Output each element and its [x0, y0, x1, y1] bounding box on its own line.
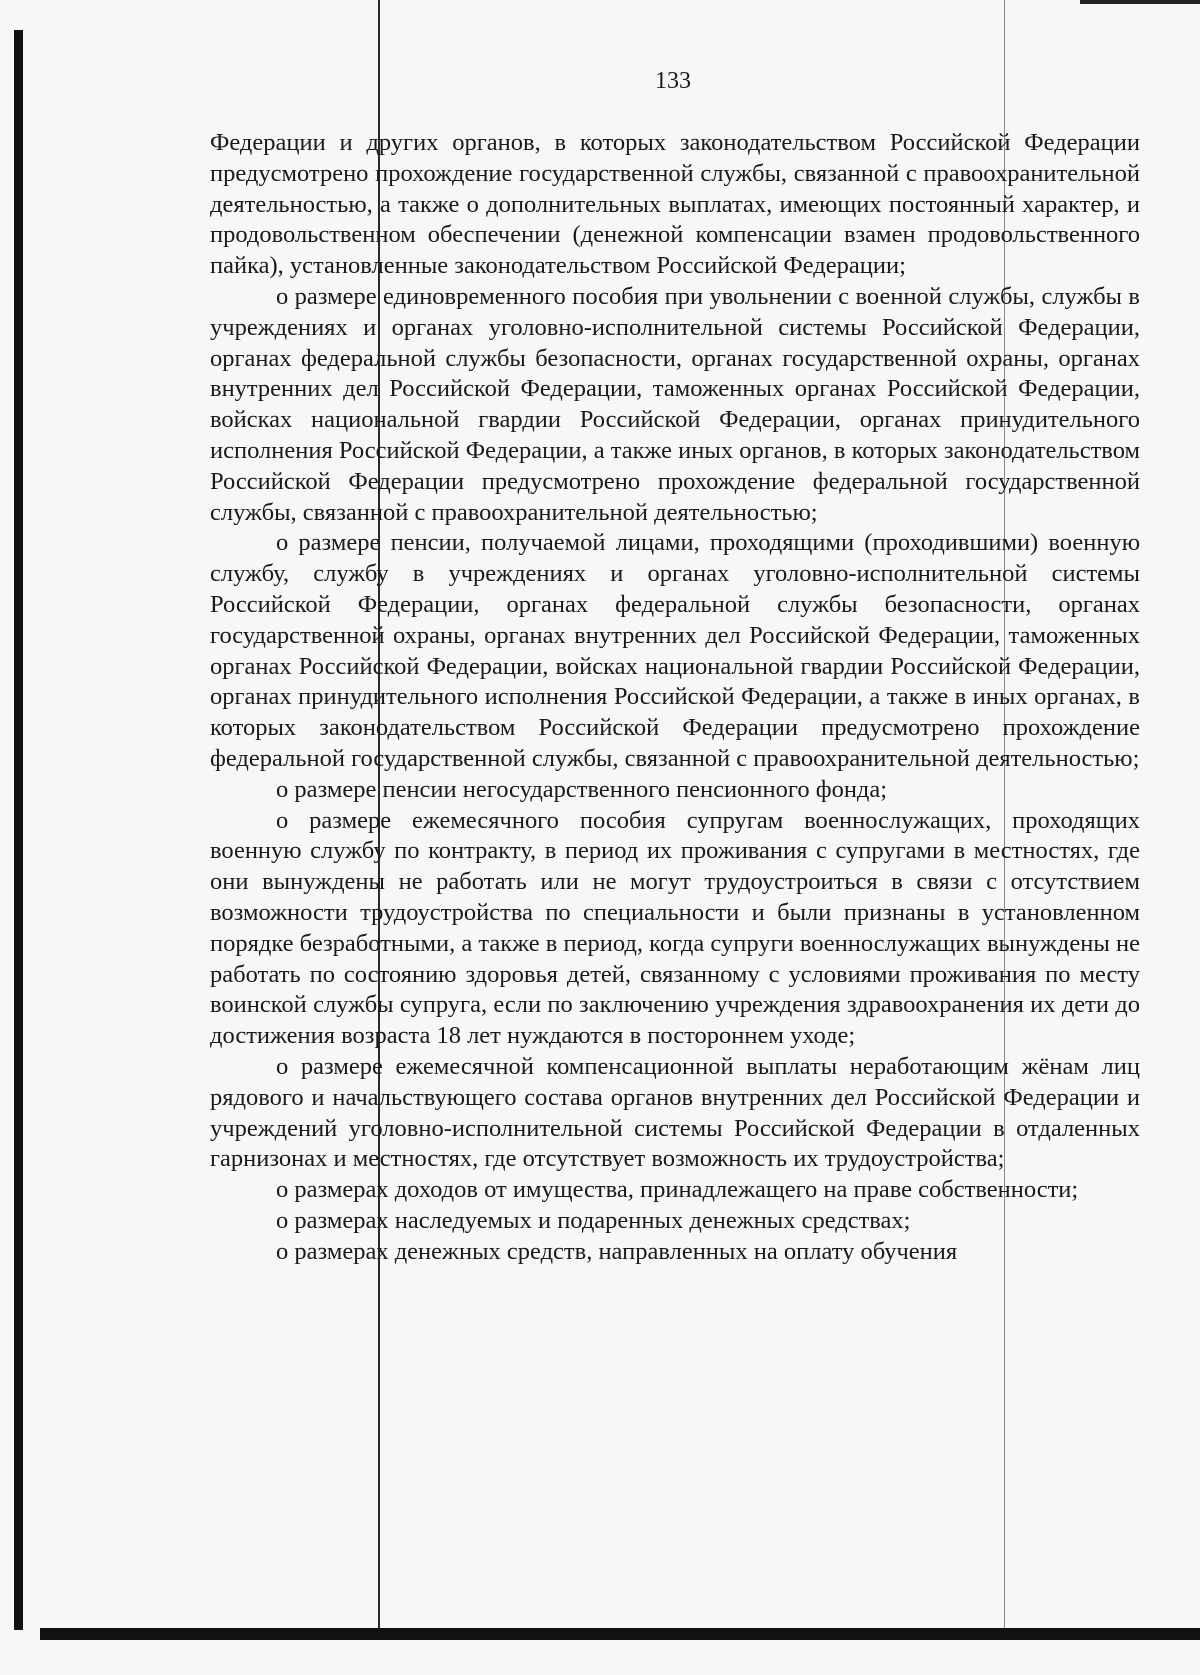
paragraph: о размерах доходов от имущества, принадлежащего на праве собственности; — [276, 1176, 1079, 1204]
scan-border-left — [14, 30, 23, 1630]
paragraph: о размере ежемесячной компенсационной выплаты неработающим жёнам лиц рядового и начальствующего состава органов внутренних дел Российской Федерации и учреждений уголовно-исполнительной системы Российской Федерации в отдаленных гарнизонах и местностях, где отсутствует возможность их трудоустройства; — [210, 1052, 1140, 1173]
scan-border-top — [1080, 0, 1200, 4]
page-number: 133 — [655, 68, 691, 94]
paragraph: Федерации и других органов, в которых законодательством Российской Федерации предусмотрено прохождение государственной службы, связанной с правоохранительной деятельностью, а также о дополнительных выплатах, имеющих постоянный характер, и продовольственном обеспечении (денежной компенсации взамен продовольственного пайка), установленные законодательством Российской Федерации; — [210, 129, 1140, 280]
paragraph: о размере ежемесячного пособия супругам военнослужащих, проходящих военную службу по контракту, в период их проживания с супругами в местностях, где они вынуждены не работать или не могут трудоустроиться в связи с отсутствием возможности трудоустройства по специальности и были признаны в установленном порядке безработными, а также в период, когда супруги военнослужащих вынуждены не работать по состоянию здоровья детей, связанному с условиями проживания по месту воинской службы супруга, если по заключению учреждения здравоохранения их дети до достижения возраста 18 лет нуждаются в постороннем уходе; — [210, 806, 1140, 1050]
document-body — [210, 128, 1140, 1267]
paragraph: о размерах наследуемых и подаренных денежных средствах; — [276, 1206, 911, 1234]
scan-border-bottom — [40, 1628, 1200, 1640]
paragraph: о размере пенсии, получаемой лицами, проходящими (проходившими) военную службу, службу в учреждениях и органах уголовно-исполнительной системы Российской Федерации, органах федеральной службы безопасности, органах государственной охраны, органах внутренних дел Российской Федерации, таможенных органах Российской Федерации, войсках национальной гвардии Российской Федерации, органах принудительного исполнения Российской Федерации, а также в иных органах, в которых законодательством Российской Федерации предусмотрено прохождение федеральной государственной службы, связанной с правоохранительной деятельностью; — [210, 529, 1140, 772]
paragraph: о размере пенсии негосударственного пенсионного фонда; — [276, 775, 888, 803]
paragraph: о размерах денежных средств, направленных на оплату обучения — [276, 1237, 958, 1265]
paragraph: о размере единовременного пособия при увольнении с военной службы, службы в учреждениях и органах уголовно-исполнительной системы Российской Федерации, органах федеральной службы безопасности, органах государственной охраны, органах внутренних дел Российской Федерации, таможенных органах Российской Федерации, войсках национальной гвардии Российской Федерации, органах принудительного исполнения Российской Федерации, а также иных органов, в которых законодательством Российской Федерации предусмотрено прохождение федеральной государственной службы, связанной с правоохранительной деятельностью; — [210, 282, 1140, 526]
